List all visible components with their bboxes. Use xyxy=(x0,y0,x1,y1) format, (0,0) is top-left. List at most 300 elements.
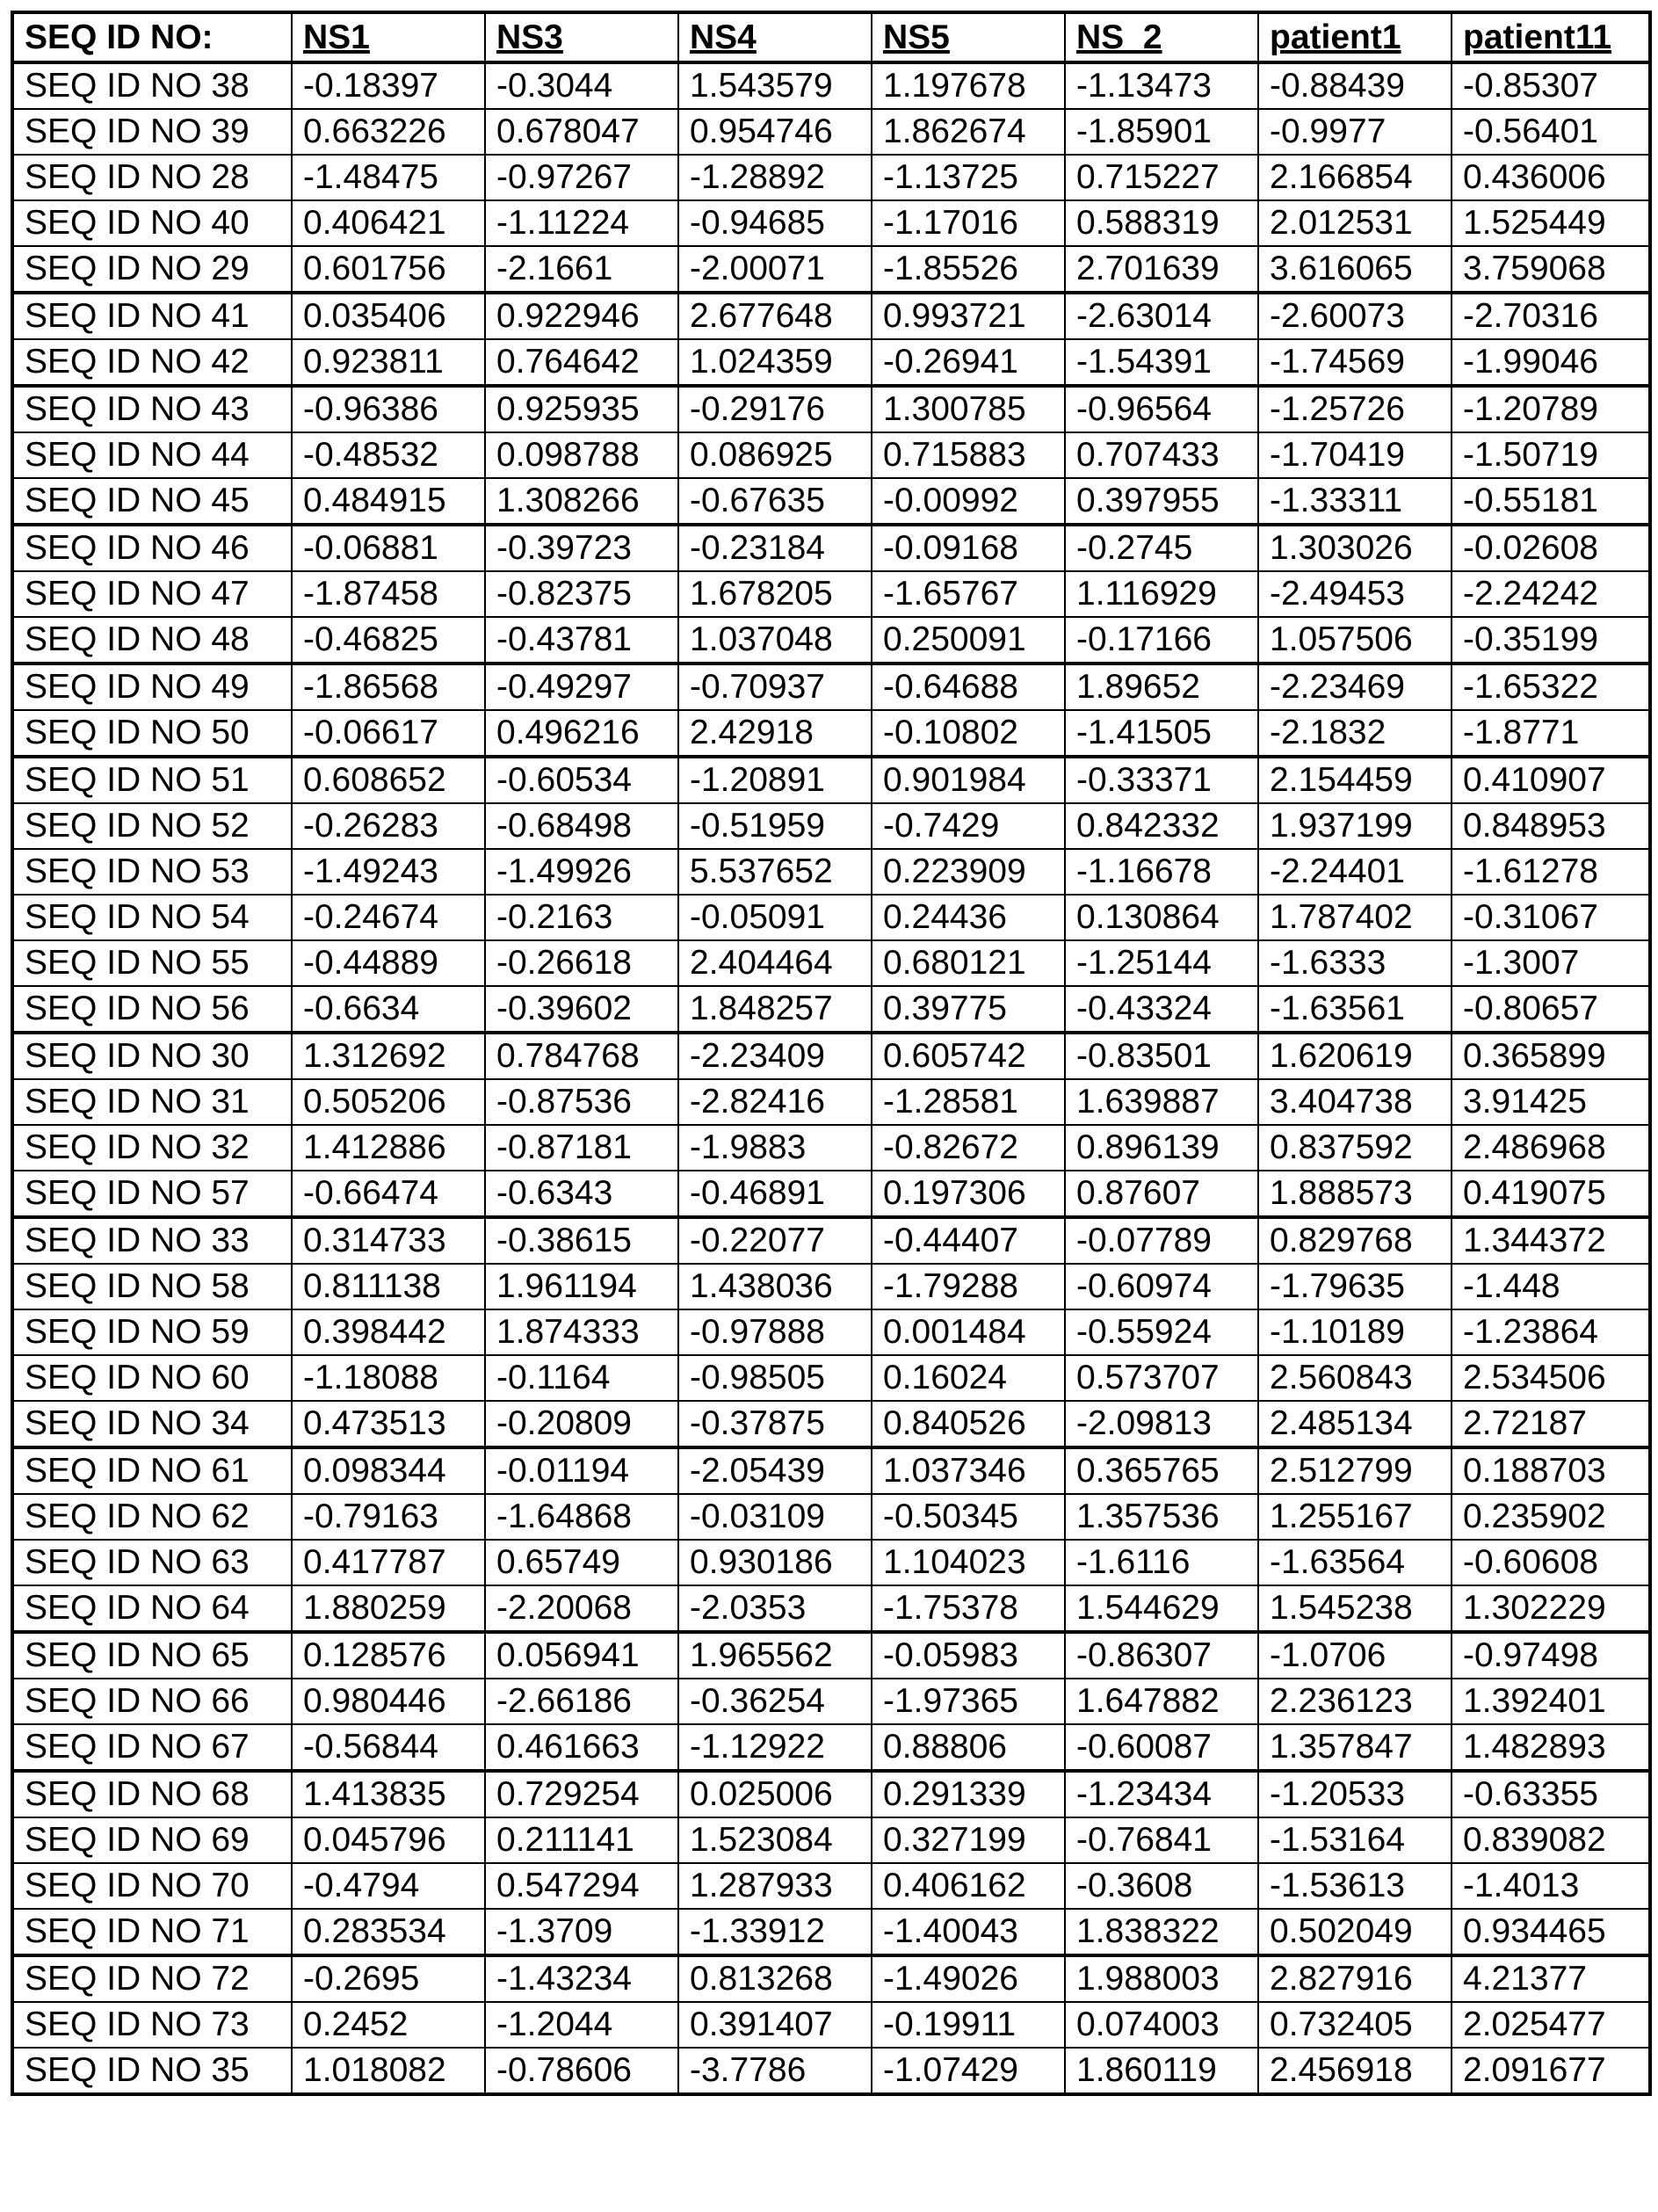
value-cell: 0.056941 xyxy=(485,1632,678,1679)
value-cell: -0.6634 xyxy=(292,986,485,1033)
value-cell: 1.116929 xyxy=(1065,571,1258,617)
value-cell: 1.862674 xyxy=(872,109,1065,155)
value-cell: 0.391407 xyxy=(678,2002,872,2048)
value-cell: 0.547294 xyxy=(485,1863,678,1909)
value-cell: 2.512799 xyxy=(1258,1447,1452,1494)
value-cell: -2.1661 xyxy=(485,246,678,293)
value-cell: 0.074003 xyxy=(1065,2002,1258,2048)
value-cell: 1.300785 xyxy=(872,386,1065,432)
value-cell: -0.83501 xyxy=(1065,1033,1258,1079)
value-cell: 1.838322 xyxy=(1065,1909,1258,1955)
column-header-label: NS3 xyxy=(496,18,563,56)
value-cell: 0.397955 xyxy=(1065,478,1258,525)
value-cell: -0.96564 xyxy=(1065,386,1258,432)
value-cell: -0.87536 xyxy=(485,1079,678,1125)
value-cell: -0.66474 xyxy=(292,1171,485,1217)
value-cell: -1.64868 xyxy=(485,1494,678,1540)
value-cell: -2.09813 xyxy=(1065,1401,1258,1447)
value-cell: -1.85526 xyxy=(872,246,1065,293)
value-cell: 0.24436 xyxy=(872,895,1065,940)
value-cell: 0.840526 xyxy=(872,1401,1065,1447)
value-cell: -0.09168 xyxy=(872,525,1065,571)
value-cell: -0.1164 xyxy=(485,1355,678,1401)
seq-id-cell: SEQ ID NO 56 xyxy=(12,986,292,1033)
value-cell: -1.25144 xyxy=(1065,940,1258,986)
table-row xyxy=(12,1171,1650,1217)
value-cell: 0.842332 xyxy=(1065,803,1258,849)
seq-id-cell: SEQ ID NO 38 xyxy=(12,62,292,109)
value-cell: 1.639887 xyxy=(1065,1079,1258,1125)
seq-id-cell: SEQ ID NO 42 xyxy=(12,339,292,386)
table-row xyxy=(12,2002,1650,2048)
value-cell: 0.410907 xyxy=(1452,757,1650,803)
value-cell: -0.94685 xyxy=(678,200,872,246)
table-row xyxy=(12,1632,1650,1679)
value-cell: 1.860119 xyxy=(1065,2048,1258,2094)
value-cell: -0.6343 xyxy=(485,1171,678,1217)
value-cell: -2.23409 xyxy=(678,1033,872,1079)
value-cell: -2.82416 xyxy=(678,1079,872,1125)
value-cell: -1.8771 xyxy=(1452,710,1650,757)
value-cell: -0.17166 xyxy=(1065,617,1258,664)
value-cell: 1.308266 xyxy=(485,478,678,525)
value-cell: -1.54391 xyxy=(1065,339,1258,386)
value-cell: -0.37875 xyxy=(678,1401,872,1447)
seq-id-cell: SEQ ID NO 50 xyxy=(12,710,292,757)
value-cell: 0.128576 xyxy=(292,1632,485,1679)
value-cell: 1.874333 xyxy=(485,1309,678,1355)
value-cell: 0.811138 xyxy=(292,1264,485,1309)
value-cell: -0.3044 xyxy=(485,62,678,109)
value-cell: -2.24401 xyxy=(1258,849,1452,895)
table-row xyxy=(12,1079,1650,1125)
table-row xyxy=(12,940,1650,986)
value-cell: 0.922946 xyxy=(485,293,678,339)
value-cell: 2.025477 xyxy=(1452,2002,1650,2048)
value-cell: -2.63014 xyxy=(1065,293,1258,339)
seq-id-cell: SEQ ID NO 30 xyxy=(12,1033,292,1079)
value-cell: 2.091677 xyxy=(1452,2048,1650,2094)
table-row xyxy=(12,895,1650,940)
value-cell: -1.0706 xyxy=(1258,1632,1452,1679)
value-cell: -0.06617 xyxy=(292,710,485,757)
value-cell: -1.40043 xyxy=(872,1909,1065,1955)
value-cell: 0.283534 xyxy=(292,1909,485,1955)
seq-id-cell: SEQ ID NO 65 xyxy=(12,1632,292,1679)
value-cell: 0.496216 xyxy=(485,710,678,757)
value-cell: 0.211141 xyxy=(485,1817,678,1863)
value-cell: 2.560843 xyxy=(1258,1355,1452,1401)
column-header xyxy=(1452,12,1650,62)
value-cell: -0.06881 xyxy=(292,525,485,571)
value-cell: -0.98505 xyxy=(678,1355,872,1401)
value-cell: 2.534506 xyxy=(1452,1355,1650,1401)
table-row xyxy=(12,1447,1650,1494)
seq-id-cell: SEQ ID NO 43 xyxy=(12,386,292,432)
value-cell: -1.28892 xyxy=(678,155,872,200)
value-cell: 0.098344 xyxy=(292,1447,485,1494)
value-cell: -0.49297 xyxy=(485,664,678,710)
value-cell: -0.82375 xyxy=(485,571,678,617)
value-cell: -1.16678 xyxy=(1065,849,1258,895)
seq-id-cell: SEQ ID NO 64 xyxy=(12,1585,292,1632)
seq-id-cell: SEQ ID NO 54 xyxy=(12,895,292,940)
column-header-label: patient11 xyxy=(1463,18,1611,56)
value-cell: 0.601756 xyxy=(292,246,485,293)
table-row xyxy=(12,1033,1650,1079)
value-cell: -1.07429 xyxy=(872,2048,1065,2094)
value-cell: 0.417787 xyxy=(292,1540,485,1585)
value-cell: 0.025006 xyxy=(678,1771,872,1817)
column-header-label: SEQ ID NO: xyxy=(25,18,214,56)
seq-id-cell: SEQ ID NO 45 xyxy=(12,478,292,525)
value-cell: -1.49926 xyxy=(485,849,678,895)
value-cell: 0.188703 xyxy=(1452,1447,1650,1494)
column-header xyxy=(1258,12,1452,62)
value-cell: 1.523084 xyxy=(678,1817,872,1863)
value-cell: 0.678047 xyxy=(485,109,678,155)
header-row xyxy=(12,12,1650,62)
value-cell: -0.43781 xyxy=(485,617,678,664)
value-cell: -0.44407 xyxy=(872,1217,1065,1264)
value-cell: 1.018082 xyxy=(292,2048,485,2094)
value-cell: -0.03109 xyxy=(678,1494,872,1540)
value-cell: 0.406421 xyxy=(292,200,485,246)
value-cell: -1.33912 xyxy=(678,1909,872,1955)
value-cell: -0.3608 xyxy=(1065,1863,1258,1909)
seq-id-cell: SEQ ID NO 49 xyxy=(12,664,292,710)
table-row xyxy=(12,1909,1650,1955)
table-row xyxy=(12,293,1650,339)
value-cell: -1.97365 xyxy=(872,1679,1065,1724)
seq-id-cell: SEQ ID NO 48 xyxy=(12,617,292,664)
value-cell: 0.16024 xyxy=(872,1355,1065,1401)
value-cell: 0.086925 xyxy=(678,432,872,478)
value-cell: 2.236123 xyxy=(1258,1679,1452,1724)
value-cell: -0.68498 xyxy=(485,803,678,849)
value-cell: -2.00071 xyxy=(678,246,872,293)
value-cell: -1.12922 xyxy=(678,1724,872,1771)
value-cell: -0.60087 xyxy=(1065,1724,1258,1771)
value-cell: -1.63561 xyxy=(1258,986,1452,1033)
value-cell: 2.486968 xyxy=(1452,1125,1650,1171)
column-header-label: NS4 xyxy=(690,18,757,56)
value-cell: -1.6333 xyxy=(1258,940,1452,986)
seq-id-cell: SEQ ID NO 47 xyxy=(12,571,292,617)
value-cell: -1.43234 xyxy=(485,1955,678,2002)
table-row xyxy=(12,432,1650,478)
table-row xyxy=(12,617,1650,664)
table-row xyxy=(12,1355,1650,1401)
value-cell: 0.837592 xyxy=(1258,1125,1452,1171)
table-row xyxy=(12,1125,1650,1171)
column-header-label: patient1 xyxy=(1270,18,1401,56)
table-row xyxy=(12,571,1650,617)
value-cell: 1.312692 xyxy=(292,1033,485,1079)
value-cell: 0.365765 xyxy=(1065,1447,1258,1494)
value-cell: -0.00992 xyxy=(872,478,1065,525)
value-cell: -0.26618 xyxy=(485,940,678,986)
value-cell: 0.87607 xyxy=(1065,1171,1258,1217)
value-cell: 0.954746 xyxy=(678,109,872,155)
value-cell: -0.46825 xyxy=(292,617,485,664)
value-cell: 1.438036 xyxy=(678,1264,872,1309)
value-cell: 0.250091 xyxy=(872,617,1065,664)
table-row xyxy=(12,1585,1650,1632)
table-row xyxy=(12,1309,1650,1355)
value-cell: -0.87181 xyxy=(485,1125,678,1171)
value-cell: -0.43324 xyxy=(1065,986,1258,1033)
value-cell: 2.701639 xyxy=(1065,246,1258,293)
value-cell: 0.505206 xyxy=(292,1079,485,1125)
value-cell: 0.502049 xyxy=(1258,1909,1452,1955)
value-cell: 1.888573 xyxy=(1258,1171,1452,1217)
value-cell: -1.17016 xyxy=(872,200,1065,246)
value-cell: -0.44889 xyxy=(292,940,485,986)
value-cell: 1.787402 xyxy=(1258,895,1452,940)
value-cell: 1.037048 xyxy=(678,617,872,664)
value-cell: -0.2163 xyxy=(485,895,678,940)
value-cell: 0.930186 xyxy=(678,1540,872,1585)
table-row xyxy=(12,1863,1650,1909)
value-cell: -0.63355 xyxy=(1452,1771,1650,1817)
seq-id-cell: SEQ ID NO 40 xyxy=(12,200,292,246)
value-cell: 2.456918 xyxy=(1258,2048,1452,2094)
value-cell: 0.365899 xyxy=(1452,1033,1650,1079)
value-cell: -0.76841 xyxy=(1065,1817,1258,1863)
value-cell: 5.537652 xyxy=(678,849,872,895)
value-cell: -0.67635 xyxy=(678,478,872,525)
table-row xyxy=(12,246,1650,293)
value-cell: -0.97498 xyxy=(1452,1632,1650,1679)
value-cell: 0.925935 xyxy=(485,386,678,432)
value-cell: 1.678205 xyxy=(678,571,872,617)
table-row xyxy=(12,386,1650,432)
value-cell: -0.79163 xyxy=(292,1494,485,1540)
value-cell: 2.012531 xyxy=(1258,200,1452,246)
value-cell: 1.482893 xyxy=(1452,1724,1650,1771)
value-cell: -0.78606 xyxy=(485,2048,678,2094)
value-cell: -1.99046 xyxy=(1452,339,1650,386)
table-row xyxy=(12,1817,1650,1863)
table-row xyxy=(12,757,1650,803)
table-row xyxy=(12,664,1650,710)
seq-id-cell: SEQ ID NO 66 xyxy=(12,1679,292,1724)
value-cell: 0.848953 xyxy=(1452,803,1650,849)
value-cell: 0.045796 xyxy=(292,1817,485,1863)
value-cell: -1.75378 xyxy=(872,1585,1065,1632)
value-cell: -2.1832 xyxy=(1258,710,1452,757)
seq-id-cell: SEQ ID NO 71 xyxy=(12,1909,292,1955)
value-cell: -0.80657 xyxy=(1452,986,1650,1033)
value-cell: 0.419075 xyxy=(1452,1171,1650,1217)
value-cell: 0.130864 xyxy=(1065,895,1258,940)
value-cell: 2.485134 xyxy=(1258,1401,1452,1447)
value-cell: 2.72187 xyxy=(1452,1401,1650,1447)
value-cell: 1.197678 xyxy=(872,62,1065,109)
value-cell: 0.235902 xyxy=(1452,1494,1650,1540)
seq-id-cell: SEQ ID NO 29 xyxy=(12,246,292,293)
table-row xyxy=(12,1679,1650,1724)
seq-id-cell: SEQ ID NO 58 xyxy=(12,1264,292,1309)
value-cell: 0.398442 xyxy=(292,1309,485,1355)
value-cell: 0.39775 xyxy=(872,986,1065,1033)
table-row xyxy=(12,1955,1650,2002)
value-cell: -0.9977 xyxy=(1258,109,1452,155)
value-cell: -0.4794 xyxy=(292,1863,485,1909)
value-cell: 1.620619 xyxy=(1258,1033,1452,1079)
value-cell: -1.79288 xyxy=(872,1264,1065,1309)
value-cell: -1.4013 xyxy=(1452,1863,1650,1909)
value-cell: 0.314733 xyxy=(292,1217,485,1264)
value-cell: -0.26283 xyxy=(292,803,485,849)
value-cell: 0.573707 xyxy=(1065,1355,1258,1401)
column-header xyxy=(485,12,678,62)
table-row xyxy=(12,200,1650,246)
value-cell: 2.154459 xyxy=(1258,757,1452,803)
value-cell: 1.89652 xyxy=(1065,664,1258,710)
value-cell: -0.64688 xyxy=(872,664,1065,710)
value-cell: 0.291339 xyxy=(872,1771,1065,1817)
value-cell: -0.48532 xyxy=(292,432,485,478)
value-cell: -1.48475 xyxy=(292,155,485,200)
value-cell: 1.961194 xyxy=(485,1264,678,1309)
value-cell: 0.461663 xyxy=(485,1724,678,1771)
value-cell: -0.22077 xyxy=(678,1217,872,1264)
value-cell: -1.65322 xyxy=(1452,664,1650,710)
value-cell: 3.404738 xyxy=(1258,1079,1452,1125)
value-cell: -0.05983 xyxy=(872,1632,1065,1679)
value-cell: -0.51959 xyxy=(678,803,872,849)
value-cell: -1.53164 xyxy=(1258,1817,1452,1863)
value-cell: -0.01194 xyxy=(485,1447,678,1494)
value-cell: 1.037346 xyxy=(872,1447,1065,1494)
value-cell: -1.63564 xyxy=(1258,1540,1452,1585)
seq-id-cell: SEQ ID NO 55 xyxy=(12,940,292,986)
value-cell: -0.60974 xyxy=(1065,1264,1258,1309)
value-cell: 0.098788 xyxy=(485,432,678,478)
value-cell: -1.65767 xyxy=(872,571,1065,617)
value-cell: 1.057506 xyxy=(1258,617,1452,664)
table-row xyxy=(12,803,1650,849)
value-cell: 0.197306 xyxy=(872,1171,1065,1217)
seq-id-cell: SEQ ID NO 57 xyxy=(12,1171,292,1217)
seq-id-cell: SEQ ID NO 59 xyxy=(12,1309,292,1355)
value-cell: 1.303026 xyxy=(1258,525,1452,571)
seq-id-cell: SEQ ID NO 72 xyxy=(12,1955,292,2002)
value-cell: 0.484915 xyxy=(292,478,485,525)
value-cell: -0.26941 xyxy=(872,339,1065,386)
column-header-label: NS1 xyxy=(303,18,370,56)
value-cell: -1.79635 xyxy=(1258,1264,1452,1309)
value-cell: 0.813268 xyxy=(678,1955,872,2002)
value-cell: -0.38615 xyxy=(485,1217,678,1264)
value-cell: 1.357536 xyxy=(1065,1494,1258,1540)
value-cell: -0.46891 xyxy=(678,1171,872,1217)
value-cell: -0.96386 xyxy=(292,386,485,432)
value-cell: 1.848257 xyxy=(678,986,872,1033)
value-cell: 0.680121 xyxy=(872,940,1065,986)
value-cell: 0.732405 xyxy=(1258,2002,1452,2048)
value-cell: -2.66186 xyxy=(485,1679,678,1724)
value-cell: -0.10802 xyxy=(872,710,1065,757)
value-cell: -0.02608 xyxy=(1452,525,1650,571)
value-cell: 0.035406 xyxy=(292,293,485,339)
value-cell: -1.10189 xyxy=(1258,1309,1452,1355)
value-cell: -1.70419 xyxy=(1258,432,1452,478)
value-cell: -1.85901 xyxy=(1065,109,1258,155)
value-cell: -0.36254 xyxy=(678,1679,872,1724)
value-cell: 1.344372 xyxy=(1452,1217,1650,1264)
value-cell: -1.61278 xyxy=(1452,849,1650,895)
value-cell: -0.56844 xyxy=(292,1724,485,1771)
value-cell: -1.23434 xyxy=(1065,1771,1258,1817)
value-cell: 1.525449 xyxy=(1452,200,1650,246)
value-cell: -2.05439 xyxy=(678,1447,872,1494)
value-cell: -0.24674 xyxy=(292,895,485,940)
value-cell: 0.934465 xyxy=(1452,1909,1650,1955)
value-cell: 0.473513 xyxy=(292,1401,485,1447)
value-cell: -2.24242 xyxy=(1452,571,1650,617)
value-cell: 0.608652 xyxy=(292,757,485,803)
value-cell: 0.839082 xyxy=(1452,1817,1650,1863)
value-cell: 0.829768 xyxy=(1258,1217,1452,1264)
value-cell: -0.60534 xyxy=(485,757,678,803)
value-cell: 1.545238 xyxy=(1258,1585,1452,1632)
column-header xyxy=(292,12,485,62)
value-cell: -0.35199 xyxy=(1452,617,1650,664)
value-cell: -1.2044 xyxy=(485,2002,678,2048)
column-header-label: NS_2 xyxy=(1076,18,1162,56)
table-row xyxy=(12,1494,1650,1540)
value-cell: 0.605742 xyxy=(872,1033,1065,1079)
value-cell: 2.42918 xyxy=(678,710,872,757)
value-cell: -0.88439 xyxy=(1258,62,1452,109)
seq-id-cell: SEQ ID NO 69 xyxy=(12,1817,292,1863)
value-cell: 1.543579 xyxy=(678,62,872,109)
value-cell: 0.715227 xyxy=(1065,155,1258,200)
seq-id-cell: SEQ ID NO 73 xyxy=(12,2002,292,2048)
value-cell: -1.49243 xyxy=(292,849,485,895)
value-cell: -0.86307 xyxy=(1065,1632,1258,1679)
value-cell: -1.41505 xyxy=(1065,710,1258,757)
value-cell: 0.764642 xyxy=(485,339,678,386)
value-cell: 0.707433 xyxy=(1065,432,1258,478)
value-cell: -0.05091 xyxy=(678,895,872,940)
value-cell: -1.74569 xyxy=(1258,339,1452,386)
value-cell: 1.392401 xyxy=(1452,1679,1650,1724)
table-row xyxy=(12,155,1650,200)
seq-id-cell: SEQ ID NO 31 xyxy=(12,1079,292,1125)
value-cell: 0.729254 xyxy=(485,1771,678,1817)
value-cell: 0.993721 xyxy=(872,293,1065,339)
value-cell: 0.223909 xyxy=(872,849,1065,895)
value-cell: -0.20809 xyxy=(485,1401,678,1447)
seq-id-cell: SEQ ID NO 44 xyxy=(12,432,292,478)
seq-id-cell: SEQ ID NO 67 xyxy=(12,1724,292,1771)
value-cell: 2.404464 xyxy=(678,940,872,986)
value-cell: -0.2745 xyxy=(1065,525,1258,571)
value-cell: 1.880259 xyxy=(292,1585,485,1632)
table-row xyxy=(12,478,1650,525)
seq-id-cell: SEQ ID NO 28 xyxy=(12,155,292,200)
value-cell: 1.647882 xyxy=(1065,1679,1258,1724)
value-cell: 3.616065 xyxy=(1258,246,1452,293)
value-cell: -1.9883 xyxy=(678,1125,872,1171)
column-header-label: NS5 xyxy=(883,18,950,56)
value-cell: -2.20068 xyxy=(485,1585,678,1632)
seq-id-cell: SEQ ID NO 46 xyxy=(12,525,292,571)
